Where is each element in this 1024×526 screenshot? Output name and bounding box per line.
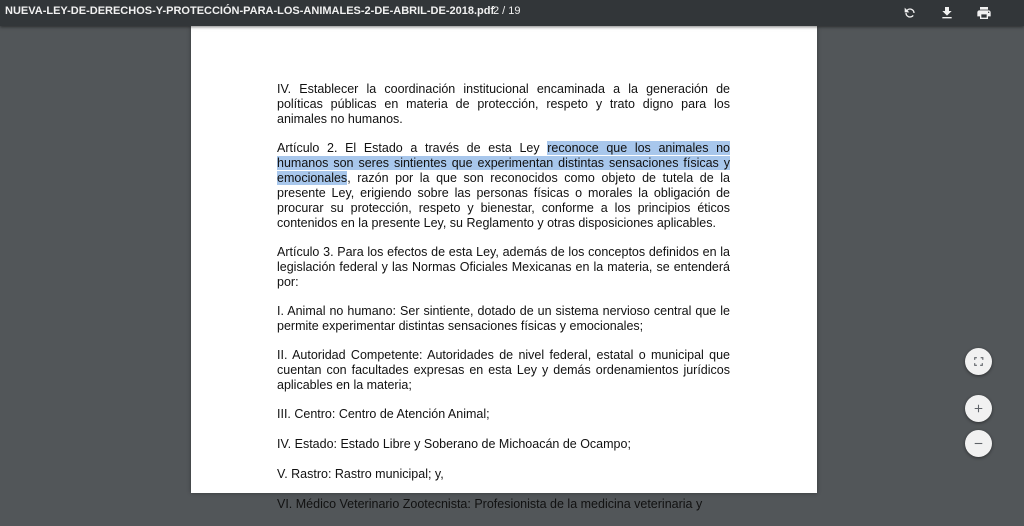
zoom-out-icon <box>972 437 985 450</box>
fit-page-button[interactable] <box>965 348 992 375</box>
definition-v: V. Rastro: Rastro municipal; y, <box>277 467 444 481</box>
definition-iv: IV. Estado: Estado Libre y Soberano de Michoacán de Ocampo; <box>277 437 631 451</box>
text-segment: Artículo 2. El Estado a través de esta Ley <box>277 141 548 155</box>
definition-iii: III. Centro: Centro de Atención Animal; <box>277 407 490 421</box>
rotate-icon <box>902 5 918 21</box>
print-button[interactable] <box>972 1 996 25</box>
zoom-in-button[interactable] <box>965 395 992 422</box>
fit-page-icon <box>972 355 985 368</box>
zoom-out-button[interactable] <box>965 430 992 457</box>
page-indicator[interactable]: 2 / 19 <box>493 5 521 17</box>
rotate-button[interactable] <box>898 1 922 25</box>
paragraph-iv: IV. Establecer la coordinación institucional encaminada a la generación de políticas públicas en materia de protección, respeto y trato digno para los animales no humanos. <box>277 82 730 126</box>
pdf-page <box>191 26 817 511</box>
download-icon <box>939 5 955 21</box>
definition-ii: II. Autoridad Competente: Autoridades de nivel federal, estatal o municipal que cuentan con facultades expresas en esta Ley y demás ordenamientos jurídicos aplicables en la materia; <box>277 348 730 392</box>
download-button[interactable] <box>935 1 959 25</box>
highlighted-selection[interactable]: reconoce que los animales no humanos son seres sintientes que experimentan distintas sensaciones físicas y emocionales <box>277 141 731 185</box>
pdf-toolbar <box>0 0 1024 26</box>
paragraph-articulo-2 <box>277 141 730 231</box>
text-segment: , razón por la que son reconocidos como objeto de tutela de la presente Ley, erigiendo sobre las personas físicas o morales la obligación de procurar su protección, respeto y bienestar, conforme a los principios éticos contenidos en la presente Ley, su Reglamento y otras disposiciones aplicables. <box>277 171 730 230</box>
zoom-in-icon <box>972 402 985 415</box>
document-title: NUEVA-LEY-DE-DERECHOS-Y-PROTECCIÓN-PARA-LOS-ANIMALES-2-DE-ABRIL-DE-2018.pdf <box>5 5 495 17</box>
page-text <box>277 82 730 526</box>
paragraph-articulo-3: Artículo 3. Para los efectos de esta Ley, además de los conceptos definidos en la legislación federal y las Normas Oficiales Mexicanas en la materia, se entenderá por: <box>277 245 730 289</box>
print-icon <box>976 5 992 21</box>
definition-i: I. Animal no humano: Ser sintiente, dotado de un sistema nervioso central que le permite experimentar distintas sensaciones físicas y emocionales; <box>277 304 730 333</box>
definition-vi: VI. Médico Veterinario Zootecnista: Profesionista de la medicina veterinaria y <box>277 497 703 511</box>
